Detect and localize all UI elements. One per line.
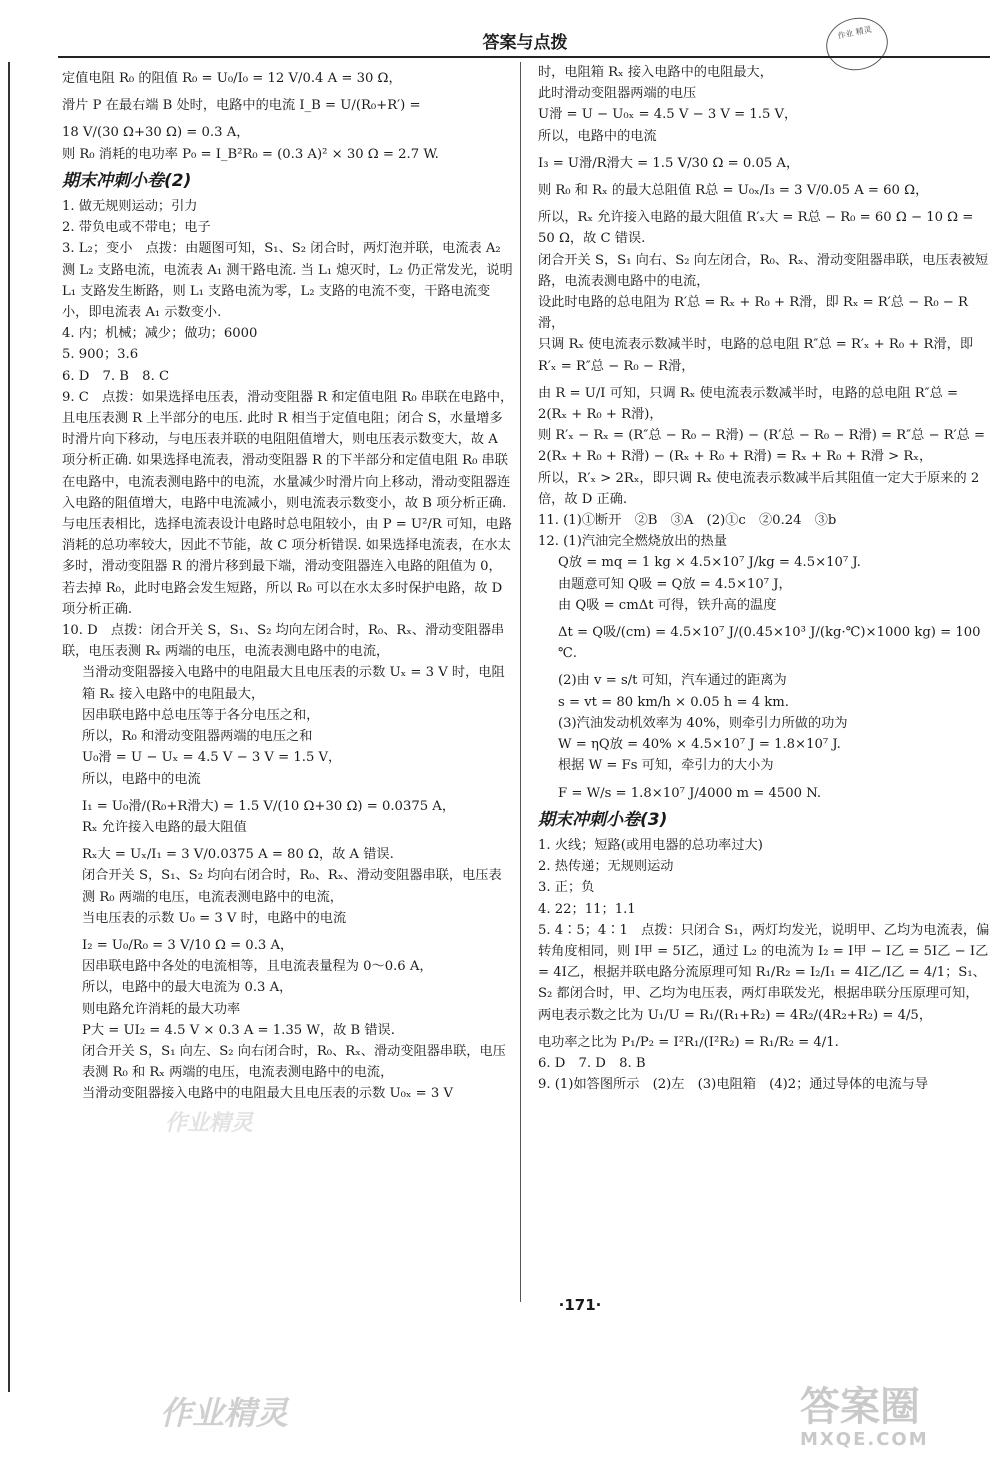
answer-item: 12. (1)汽油完全燃烧放出的热量 xyxy=(538,534,727,550)
left-column xyxy=(62,68,514,1105)
solution-line: 所以，Rₓ 允许接入电路的最大阻值 R′ₓ大 = R总 − R₀ = 60 Ω − 10 Ω = 50 Ω，故 C 错误. xyxy=(538,210,974,247)
answer-item: 4. 内；机械；减少；做功；6000 xyxy=(62,326,258,342)
solution-line: 所以，电路中的电流 xyxy=(82,771,201,787)
solution-line: 则 R₀ 和 Rₓ 的最大总阻值 R总 = U₀ₓ/I₃ = 3 V/0.05 A = 60 Ω， xyxy=(538,183,929,199)
answer-item: 1. 做无规则运动；引力 xyxy=(62,199,198,215)
answer-item: 9. (1)如答图所示 (2)左 (3)电阻箱 (4)2；通过导体的电流与导 xyxy=(538,1077,929,1093)
logo-site: MXQE.COM xyxy=(800,1429,929,1450)
solution-line: U₀滑 = U − Uₓ = 4.5 V − 3 V = 1.5 V， xyxy=(82,750,342,766)
answer-item: 电功率之比为 P₁/P₂ = I²R₁/(I²R₂) = R₁/R₂ = 4/1. xyxy=(538,1034,839,1050)
solution-line: Rₓ 允许接入电路的最大阻值 xyxy=(82,819,247,835)
binding-edge xyxy=(8,62,10,1392)
answer-item: 3. L₂；变小 点拨：由题图可知，S₁、S₂ 闭合时，两灯泡并联，电流表 A₂ 测 L₂ 支路电流，电流表 A₁ 测干路电流. 当 L₁ 熄灭时，L₂ 仍正常发光，说明 L₁ 支路发生断路，则 L₁ 支路电流为零，L₂ 支路的电流不变，干路电流变小，即电流表 A₁ 示数变小. xyxy=(62,241,513,321)
solution-line: 所以，电路中的电流 xyxy=(538,128,657,144)
section-title-3: 期末冲刺小卷(3) xyxy=(538,809,668,830)
solution-line: U滑 = U − U₀ₓ = 4.5 V − 3 V = 1.5 V， xyxy=(538,107,798,123)
solution-line: Δt = Q吸/(cm) = 4.5×10⁷ J/(0.45×10³ J/(kg·℃)×1000 kg) = 100 ℃. xyxy=(558,625,981,662)
solution-line: 则 R′ₓ − Rₓ = (R″总 − R₀ − R滑) − (R′总 − R₀ − R滑) = R″总 − R′总 = 2(Rₓ + R₀ + R滑) − (Rₓ + R₀ + R滑) = Rₓ + R₀ + R滑 > Rₓ， xyxy=(538,428,986,465)
solution-line: Rₓ大 = Uₓ/I₁ = 3 V/0.0375 A = 80 Ω，故 A 错误. xyxy=(82,847,394,863)
solution-line: P大 = UI₂ = 4.5 V × 0.3 A = 1.35 W，故 B 错误. xyxy=(82,1022,395,1038)
solution-line: (3)汽油发动机效率为 40%，则牵引力所做的功为 xyxy=(558,715,848,731)
solution-line: 因串联电路中总电压等于各分电压之和， xyxy=(82,707,320,723)
solution-line: 由 R = U/I 可知，只调 Rₓ 使电流表示数减半时，电路的总电阻 R″总 = 2(Rₓ + R₀ + R滑)， xyxy=(538,385,959,423)
solution-line: 根据 W = Fs 可知，牵引力的大小为 xyxy=(558,758,774,774)
solution-line: 闭合开关 S，S₁、S₂ 均向右闭合时，R₀、Rₓ、滑动变阻器串联，电压表测 R₀ 两端的电压，电流表测电路中的电流， xyxy=(82,868,502,905)
solution-line: 只调 Rₓ 使电流表示数减半时，电路的总电阻 R″总 = R′ₓ + R₀ + R滑，即 R′ₓ = R″总 − R₀ − R滑， xyxy=(538,337,974,374)
solution-line: I₂ = U₀/R₀ = 3 V/10 Ω = 0.3 A， xyxy=(82,937,294,953)
text-line: 定值电阻 R₀ 的阻值 R₀ = U₀/I₀ = 12 V/0.4 A = 30 Ω， xyxy=(62,71,402,86)
solution-line: 则电路允许消耗的最大功率 xyxy=(82,1001,241,1017)
solution-line: 当滑动变阻器接入电路中的电阻最大且电压表的示数 Uₓ = 3 V 时，电阻箱 Rₓ 接入电路中的电阻最大， xyxy=(82,665,505,702)
page-header: 答案与点拨 xyxy=(482,33,568,53)
site-logo-watermark xyxy=(800,1385,990,1465)
solution-line: 当滑动变阻器接入电路中的电阻最大且电压表的示数 U₀ₓ = 3 V xyxy=(82,1086,454,1102)
solution-line: 由题意可知 Q吸 = Q放 = 4.5×10⁷ J， xyxy=(558,576,792,592)
section-title-2: 期末冲刺小卷(2) xyxy=(62,170,192,191)
answer-item: 3. 正；负 xyxy=(538,880,595,896)
solution-line: 当电压表的示数 U₀ = 3 V 时，电路中的电流 xyxy=(82,910,347,926)
answer-item: 5. 900；3.6 xyxy=(62,347,139,363)
solution-line: 闭合开关 S，S₁ 向右、S₂ 向左闭合，R₀、Rₓ、滑动变阻器串联，电压表被短路，电流表测电路中的电流， xyxy=(538,252,989,289)
solution-line: 所以，电路中的最大电流为 0.3 A， xyxy=(82,980,293,996)
watermark-text: 作业精灵 xyxy=(160,1394,289,1432)
solution-line: s = vt = 80 km/h × 0.05 h = 4 km. xyxy=(558,694,789,710)
page-number: ·171· xyxy=(558,1296,602,1314)
column-divider xyxy=(520,62,521,1302)
solution-line: 由 Q吸 = cmΔt 可得，铁升高的温度 xyxy=(558,597,777,613)
text-line: 18 V/(30 Ω+30 Ω) = 0.3 A， xyxy=(62,125,250,141)
solution-line: F = W/s = 1.8×10⁷ J/4000 m = 4500 N. xyxy=(558,785,822,801)
answer-item: 6. D 7. D 8. B xyxy=(538,1055,646,1071)
solution-line: I₃ = U滑/R滑大 = 1.5 V/30 Ω = 0.05 A， xyxy=(538,155,800,171)
right-column xyxy=(538,62,990,1095)
stamp-seal: 作业 精灵 xyxy=(821,12,892,76)
answer-item: 2. 带负电或不带电；电子 xyxy=(62,220,211,236)
solution-line: 因串联电路中各处的电流相等，且电流表量程为 0～0.6 A， xyxy=(82,959,433,975)
solution-line: Q放 = mq = 1 kg × 4.5×10⁷ J/kg = 4.5×10⁷ J. xyxy=(558,555,861,571)
solution-line: 闭合开关 S，S₁ 向左、S₂ 向右闭合时，R₀、Rₓ、滑动变阻器串联，电压表测 R₀ 和 Rₓ 两端的电压，电流表测电路中的电流， xyxy=(82,1043,506,1081)
text-line: 则 R₀ 消耗的电功率 P₀ = I_B²R₀ = (0.3 A)² × 30 Ω = 2.7 W. xyxy=(62,146,439,162)
solution-line: 所以，R₀ 和滑动变阻器两端的电压之和 xyxy=(82,729,313,745)
solution-line: 所以，R′ₓ > 2Rₓ，即只调 Rₓ 使电流表示数减半后其阻值一定大于原来的 2 倍，故 D 正确. xyxy=(538,470,980,507)
solution-line: I₁ = U₀滑/(R₀+R滑大) = 1.5 V/(10 Ω+30 Ω) = 0.0375 A， xyxy=(82,798,456,814)
solution-line: (2)由 v = s/t 可知，汽车通过的距离为 xyxy=(558,673,787,689)
answer-item: 4. 22；11；1.1 xyxy=(538,901,636,917)
watermark-text: 作业精灵 xyxy=(165,1111,254,1136)
solution-line: 设此时电路的总电阻为 R′总 = Rₓ + R₀ + R滑，即 Rₓ = R′总 − R₀ − R滑， xyxy=(538,295,968,332)
text-line: 滑片 P 在最右端 B 处时，电路中的电流 I_B = U/(R₀+R′) = xyxy=(62,98,421,114)
answer-item: 9. C 点拨：如果选择电压表，滑动变阻器 R 和定值电阻 R₀ 串联在电路中，且电压表测 R 上半部分的电压. 此时 R 相当于定值电阻；闭合 S，水量增多时滑片向下移动，与电压表并联的电阻阻值增大，则电压表示数变大，故 A 项分析正确. 如果选择电流表，滑动变阻器 R 的下半部分和定值电阻 R₀ 串联在电路中，电流表测电路中的电流，水量减少时滑片向上移动，滑动变阻器连入电路的阻值增大，电路中电流减小，则电流表示数变小，故 B 项分析正确. 与电压表相比，选择电流表设计电路时总电阻较小，由 P = U²/R 可知，电路消耗的总功率较大，因此不节能，故 C 项分析错误. 如果选择电流表，在水太多时，滑动变阻器 R 的滑片移到最下端，滑动变阻器连入电路的阻值为 0，若去掉 R₀，此时电路会发生短路，所以 R₀ 可以在水太多时保护电路，故 D 项分析正确. xyxy=(62,389,514,617)
answer-item: 5. 4∶5；4∶1 点拨：只闭合 S₁，两灯均发光，说明甲、乙均为电流表，偏转角度相同，则 I甲 = 5I乙，通过 L₂ 的电流为 I₂ = I甲 − I乙 = 5I乙 − I乙 = 4I乙，根据并联电路分流原理可知 R₁/R₂ = I₂/I₁ = 4I乙/I乙 = 4/1；S₁、S₂ 都闭合时，甲、乙均为电压表，两灯串联发光，根据串联分压原理可知，两电表示数之比为 U₁/U = R₁/(R₁+R₂) = 4R₂/(4R₂+R₂) = 4/5， xyxy=(538,922,990,1023)
answer-item: 2. 热传递；无规则运动 xyxy=(538,859,674,875)
header-rule xyxy=(58,56,990,58)
logo-text: 答案圈 xyxy=(800,1384,920,1430)
answer-item: 1. 火线；短路(或用电器的总功率过大) xyxy=(538,837,763,853)
solution-line: W = ηQ放 = 40% × 4.5×10⁷ J = 1.8×10⁷ J. xyxy=(558,737,841,753)
answer-item: 11. (1)①断开 ②B ③A (2)①c ②0.24 ③b xyxy=(538,513,837,529)
answer-item: 6. D 7. B 8. C xyxy=(62,368,170,384)
solution-line: 此时滑动变阻器两端的电压 xyxy=(538,86,697,102)
solution-line: 时，电阻箱 Rₓ 接入电路中的电阻最大， xyxy=(538,65,773,80)
answer-item: 10. D 点拨：闭合开关 S，S₁、S₂ 均向左闭合时，R₀、Rₓ、滑动变阻器串联，电压表测 Rₓ 两端的电压，电流表测电路中的电流， xyxy=(62,623,505,660)
